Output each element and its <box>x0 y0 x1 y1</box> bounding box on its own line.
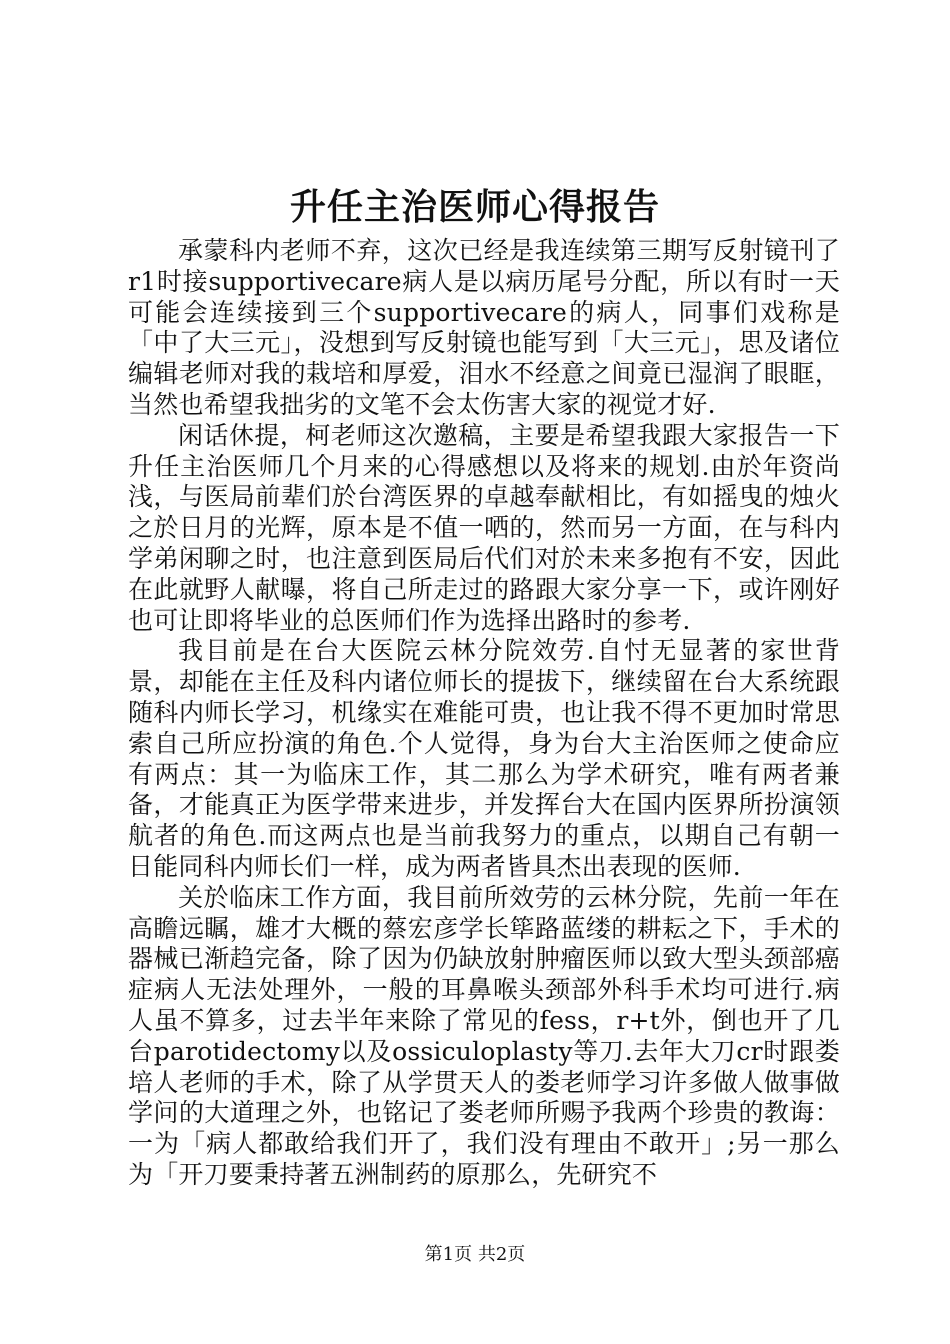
paragraph: 闲话休提，柯老师这次邀稿，主要是希望我跟大家报告一下升任主治医师几个月来的心得感想以及将来的规划.由於年资尚浅，与医局前辈们於台湾医界的卓越奉献相比，有如摇曳的烛火之於日月的光辉，原本是不值一哂的，然而另一方面，在与科内学弟闲聊之时，也注意到医局后代们对於未来多抱有不安，因此在此就野人献曝，将自己所走过的路跟大家分享一下，或许刚好也可让即将毕业的总医师们作为选择出路时的参考. <box>128 420 840 635</box>
paragraph: 关於临床工作方面，我目前所效劳的云林分院，先前一年在高瞻远瞩，雄才大概的蔡宏彦学长筚路蓝缕的耕耘之下，手术的器械已渐趋完备，除了因为仍缺放射肿瘤医师以致大型头颈部癌症病人无法处理外，一般的耳鼻喉头颈部外科手术均可进行.病人虽不算多，过去半年来除了常见的fess，r+t外，倒也开了几台parotidectomy以及ossiculoplasty等刀.去年大刀cr时跟娄培人老师的手术，除了从学贯天人的娄老师学习许多做人做事做学问的大道理之外，也铭记了娄老师所赐予我两个珍贵的教诲：一为「病人都敢给我们开了，我们没有理由不敢开」;另一那么为「开刀要秉持著五洲制药的原那么，先研究不 <box>128 882 840 1189</box>
paragraph: 我目前是在台大医院云林分院效劳.自忖无显著的家世背景，却能在主任及科内诸位师长的提拔下，继续留在台大系统跟随科内师长学习，机缘实在难能可贵，也让我不得不更加时常思索自己所应扮演的角色.个人觉得，身为台大主治医师之使命应有两点：其一为临床工作，其二那么为学术研究，唯有两者兼备，才能真正为医学带来进步，并发挥台大在国内医界所扮演领航者的角色.而这两点也是当前我努力的重点，以期自己有朝一日能同科内师长们一样，成为两者皆具杰出表现的医师. <box>128 636 840 881</box>
page-number-footer: 第1页 共2页 <box>424 1244 526 1265</box>
page-title: 升任主治医师心得报告 <box>289 186 660 228</box>
document-body <box>128 236 840 1191</box>
paragraph: 承蒙科内老师不弃，这次已经是我连续第三期写反射镜刊了r1时接supportivecare病人是以病历尾号分配，所以有时一天可能会连续接到三个supportivecare的病人，同事们戏称是「中了大三元」，没想到写反射镜也能写到「大三元」，思及诸位编辑老师对我的栽培和厚爱，泪水不经意之间竟已湿润了眼眶，当然也希望我拙劣的文笔不会太伤害大家的视觉才好. <box>128 236 840 419</box>
